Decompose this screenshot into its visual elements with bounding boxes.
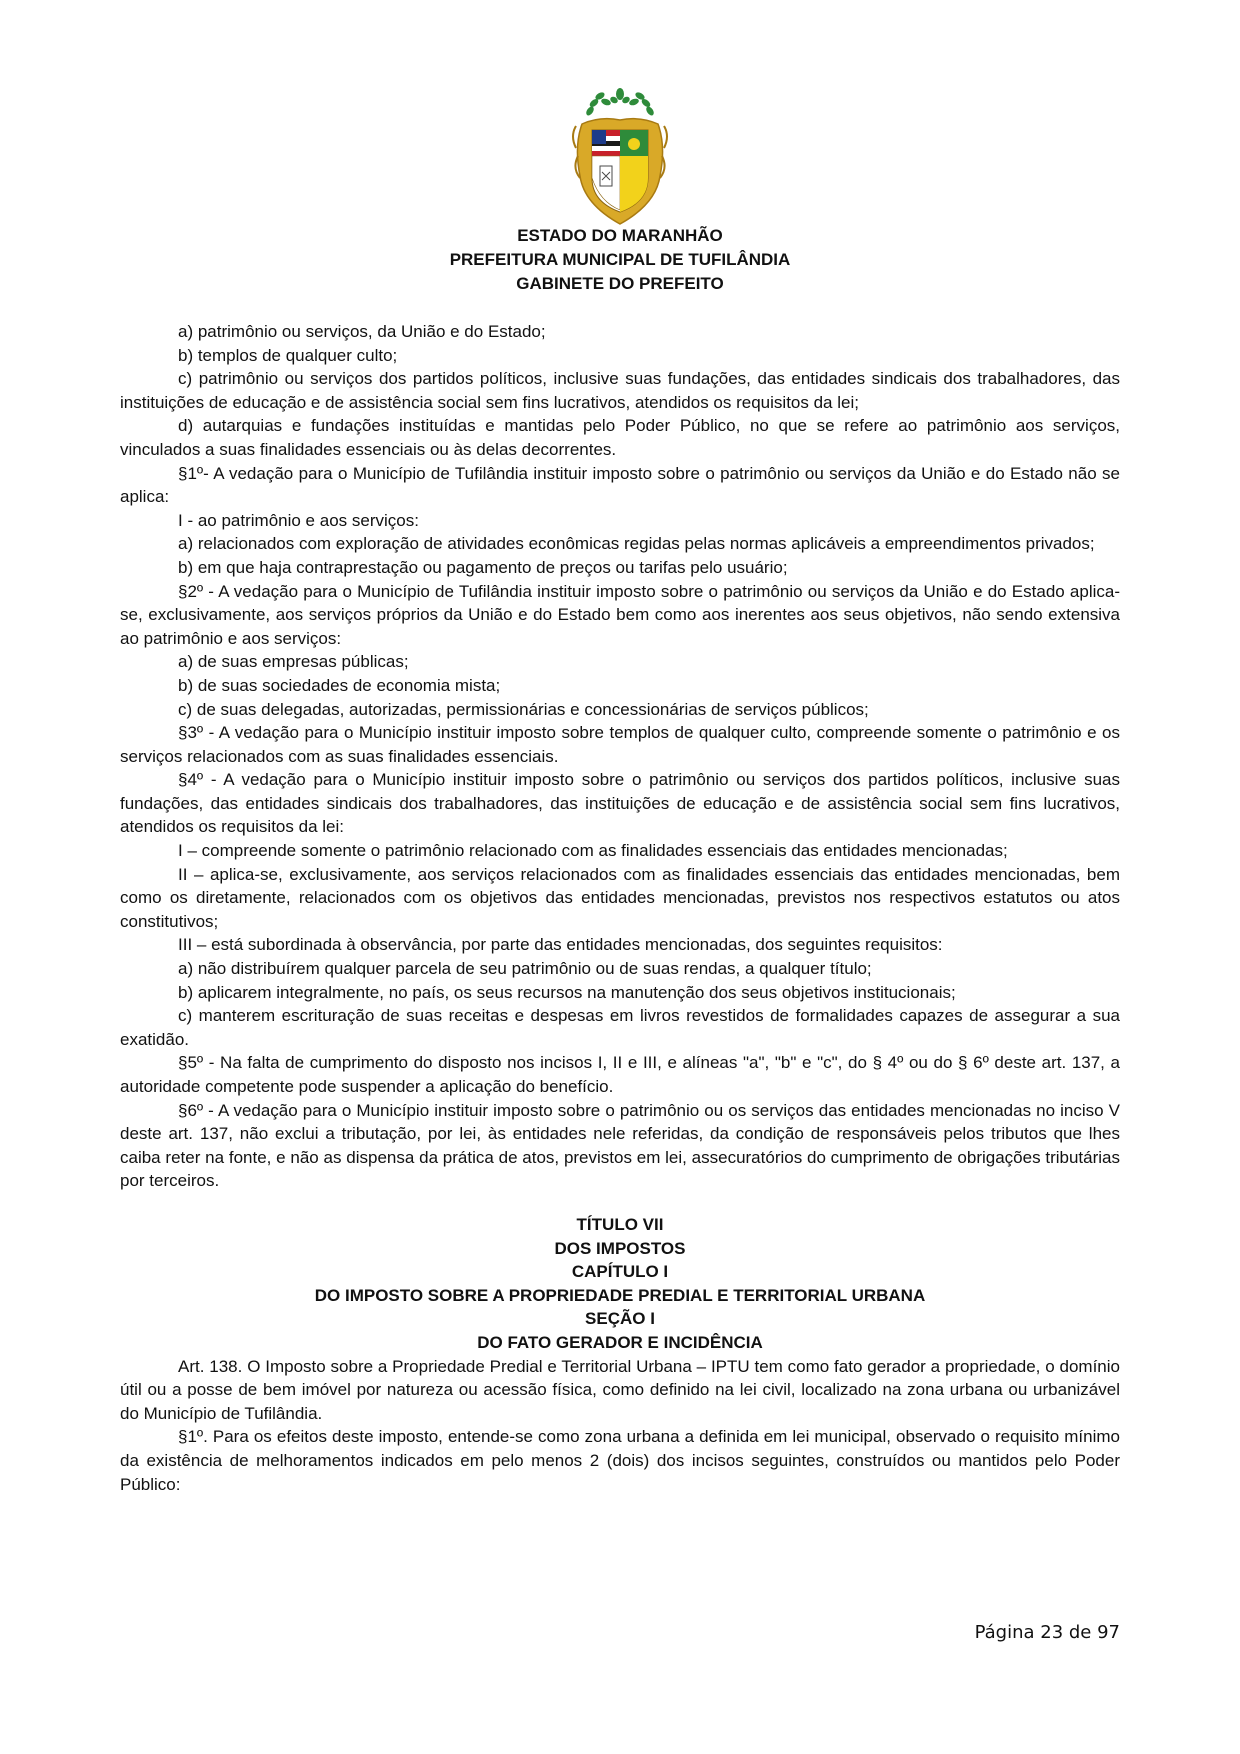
paragraph: a) patrimônio ou serviços, da União e do Estado; [178, 322, 546, 341]
paragraph: §2º - A vedação para o Município de Tufilândia instituir imposto sobre o patrimônio ou serviços da União e do Estado aplica-se, exclusivamente, aos serviços próprios da União e do Estado bem como aos inerentes aos seus objetivos, não sendo extensiva ao patrimônio e aos serviços: [120, 581, 1120, 648]
paragraph: §5º - Na falta de cumprimento do disposto nos incisos I, II e III, e alíneas "a", "b" e "c", do § 4º ou do § 6º deste art. 137, a autoridade competente pode suspender a aplicação do benefício. [120, 1053, 1120, 1096]
chapter-heading: CAPÍTULO I [571, 1262, 669, 1282]
paragraph: III – está subordinada à observância, por parte das entidades mencionadas, dos seguintes requisitos: [178, 935, 943, 955]
page-number: Página 23 de 97 [974, 1622, 1120, 1643]
paragraph: §6º - A vedação para o Município instituir imposto sobre o patrimônio ou os serviços das entidades mencionadas no inciso V deste art. 137, não exclui a tributação, por lei, às entidades nele referidas, da condição de responsáveis pelos tributos que lhes caiba reter na fonte, e não as dispensa da prática de atos, previstos em lei, assecuratórios do cumprimento de obrigações tributárias por terceiros. [120, 1100, 1120, 1191]
paragraph: b) de suas sociedades de economia mista; [178, 675, 501, 695]
paragraph: b) aplicarem integralmente, no país, os seus recursos na manutenção dos seus objetivos institucionais; [178, 982, 956, 1002]
paragraph: §4º - A vedação para o Município instituir imposto sobre o patrimônio ou serviços dos partidos políticos, inclusive suas fundações, das entidades sindicais dos trabalhadores, das instituições de educação e de assistência social sem fins lucrativos, atendidos os requisitos da lei: [120, 770, 1120, 837]
section-titles [120, 1213, 1120, 1355]
paragraph: §3º - A vedação para o Município instituir imposto sobre templos de qualquer culto, compreende somente o patrimônio e os serviços relacionados com as suas finalidades essenciais. [120, 723, 1120, 766]
paragraph: Art. 138. O Imposto sobre a Propriedade Predial e Territorial Urbana – IPTU tem como fato gerador a propriedade, o domínio útil ou a posse de bem imóvel por natureza ou acessão física, como definido na lei civil, localizado na zona urbana ou urbanizável do Município de Tufilândia. [120, 1356, 1120, 1423]
paragraph: a) relacionados com exploração de atividades econômicas regidas pelas normas aplicáveis a empreendimentos privados; [178, 534, 1095, 554]
header-prefecture: PREFEITURA MUNICIPAL DE TUFILÂNDIA [449, 250, 791, 269]
coat-of-arms-icon [570, 86, 670, 228]
paragraph: §1º- A vedação para o Município de Tufilândia instituir imposto sobre o patrimônio ou serviços da União e do Estado não se aplica: [120, 463, 1120, 507]
title-name: DOS IMPOSTOS [554, 1238, 686, 1258]
header-state: ESTADO DO MARANHÃO [517, 226, 723, 245]
paragraph: II – aplica-se, exclusivamente, aos serviços relacionados com as finalidades essenciais das entidades mencionadas, bem como os diretamente, relacionados com os objetivos das entidades mencionadas, previstos nos respectivos estatutos ou atos constitutivos; [120, 864, 1120, 931]
paragraph: c) patrimônio ou serviços dos partidos políticos, inclusive suas fundações, das entidades sindicais dos trabalhadores, das instituições de educação e de assistência social sem fins lucrativos, atendidos os requisitos da lei; [120, 369, 1120, 412]
paragraph: I - ao patrimônio e aos serviços: [178, 510, 419, 530]
paragraph: b) templos de qualquer culto; [178, 345, 398, 365]
paragraph: a) de suas empresas públicas; [178, 652, 409, 672]
chapter-name: DO IMPOSTO SOBRE A PROPRIEDADE PREDIAL E TERRITORIAL URBANA [314, 1285, 926, 1305]
paragraph: c) manterem escrituração de suas receitas e despesas em livros revestidos de formalidades capazes de assegurar a sua exatidão. [120, 1006, 1120, 1049]
title-heading: TÍTULO VII [576, 1214, 664, 1234]
section-name: DO FATO GERADOR E INCIDÊNCIA [477, 1332, 763, 1352]
section-heading: SEÇÃO I [585, 1309, 655, 1329]
paragraph: §1º. Para os efeitos deste imposto, entende-se como zona urbana a definida em lei municipal, observado o requisito mínimo da existência de melhoramentos indicados em pelo menos 2 (dois) dos incisos seguintes, construídos ou mantidos pelo Poder Público: [120, 1427, 1120, 1494]
paragraph: c) de suas delegadas, autorizadas, permissionárias e concessionárias de serviços públicos; [178, 699, 869, 719]
header-office: GABINETE DO PREFEITO [516, 274, 724, 293]
paragraph: b) em que haja contraprestação ou pagamento de preços ou tarifas pelo usuário; [178, 557, 788, 577]
paragraph: I – compreende somente o patrimônio relacionado com as finalidades essenciais das entidades mencionadas; [178, 841, 1008, 861]
document-body [120, 320, 1120, 1496]
paragraph: a) não distribuírem qualquer parcela de seu patrimônio ou de suas rendas, a qualquer título; [178, 959, 872, 979]
paragraph: d) autarquias e fundações instituídas e mantidas pelo Poder Público, no que se refere ao patrimônio aos serviços, vinculados a suas finalidades essenciais ou às delas decorrentes. [120, 416, 1120, 459]
document-header [120, 224, 1120, 296]
